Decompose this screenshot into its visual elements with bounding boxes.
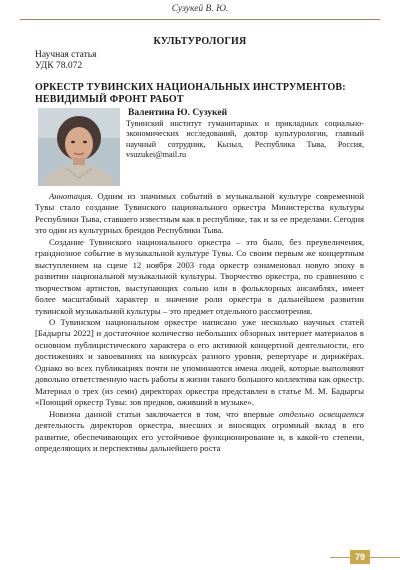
body-paragraph-2: О Тувинском национальном оркестре написано уже несколько научных статей [Бадыргы 2022] и достаточное количество небольших обзорных интернет материалов в основном публицистического характера о его активной концертной деятельности, его достижениях и завоеваниях на конкурсах разного уровня, репертуаре и дирижёрах. Однако во всех публикациях почти не упоминаются имена людей, которые выполняют довольно ответственную часть работы в жизни такого большого коллектива как оркестр. Материал о трех (из семи) директорах оркестра представлен в статье М. М. Бадыргы «Поющий оркестр Тувы: зов предков, оживший в музыке». bbox=[35, 316, 364, 408]
page-number: 79 bbox=[350, 550, 370, 564]
body-paragraph-3 bbox=[35, 409, 364, 455]
article-type: Научная статья bbox=[35, 50, 97, 60]
article-body bbox=[35, 191, 364, 454]
abstract-text: Одним из значимых событий в музыкальной культуре современной Тувы стало создание Тувинского национального оркестра Министерства культуры Республики Тыва, ставшего известным как в республике, так и за ее пределами. Сегодня это один из культурных брендов Республики Тыва. bbox=[35, 191, 364, 236]
author-portrait-image bbox=[38, 108, 120, 186]
author-name: Валентина Ю. Сузукей bbox=[128, 108, 228, 118]
running-head: Сузукей В. Ю. bbox=[20, 4, 380, 20]
p3-italic: отдельно освещается bbox=[279, 408, 365, 419]
author-affiliation: Тувинский институт гуманитарных и прикладных социально-экономических исследований, доктор культурологии, главный научный сотрудник, Кызыл, Республика Тыва, Россия, vsuzukei@mail.ru bbox=[126, 119, 364, 160]
udk-code: УДК 78.072 bbox=[35, 61, 83, 71]
p3-end: деятельность директоров оркестра, внесших и вносящих огромный вклад в его развитие, обеспечивающих его устойчивое функционирование и, в какой-то степени, определяющих и перспективы дальнейшего роста bbox=[35, 420, 364, 453]
author-photo bbox=[38, 108, 120, 186]
p3-start: Новизна данной статьи заключается в том, что впервые bbox=[49, 408, 280, 419]
abstract-paragraph bbox=[35, 191, 364, 237]
section-heading: КУЛЬТУРОЛОГИЯ bbox=[153, 36, 247, 47]
abstract-label: Аннотация. bbox=[49, 191, 93, 201]
article-title: ОРКЕСТР ТУВИНСКИХ НАЦИОНАЛЬНЫХ ИНСТРУМЕНТОВ: НЕВИДИМЫЙ ФРОНТ РАБОТ bbox=[35, 82, 346, 105]
body-paragraph-1: Создание Тувинского национального оркестра – это было, без преувеличения, грандиозное событие в музыкальной культуре Тувы. Со своим первым же концертным выступлением на сцене 12 ноября 2003 года оркестр ознаменовал новую эпоху в развитии национальной музыкальной культуры. Творчество оркестра, по сравнению с творчеством артистов, выступающих сольно или в фольклорных ансамблях, имеет более масштабный характер и значение роли оркестра в дальнейшем развитии тувинской музыкальной культуры – это предмет отдельного рассмотрения. bbox=[35, 236, 364, 316]
